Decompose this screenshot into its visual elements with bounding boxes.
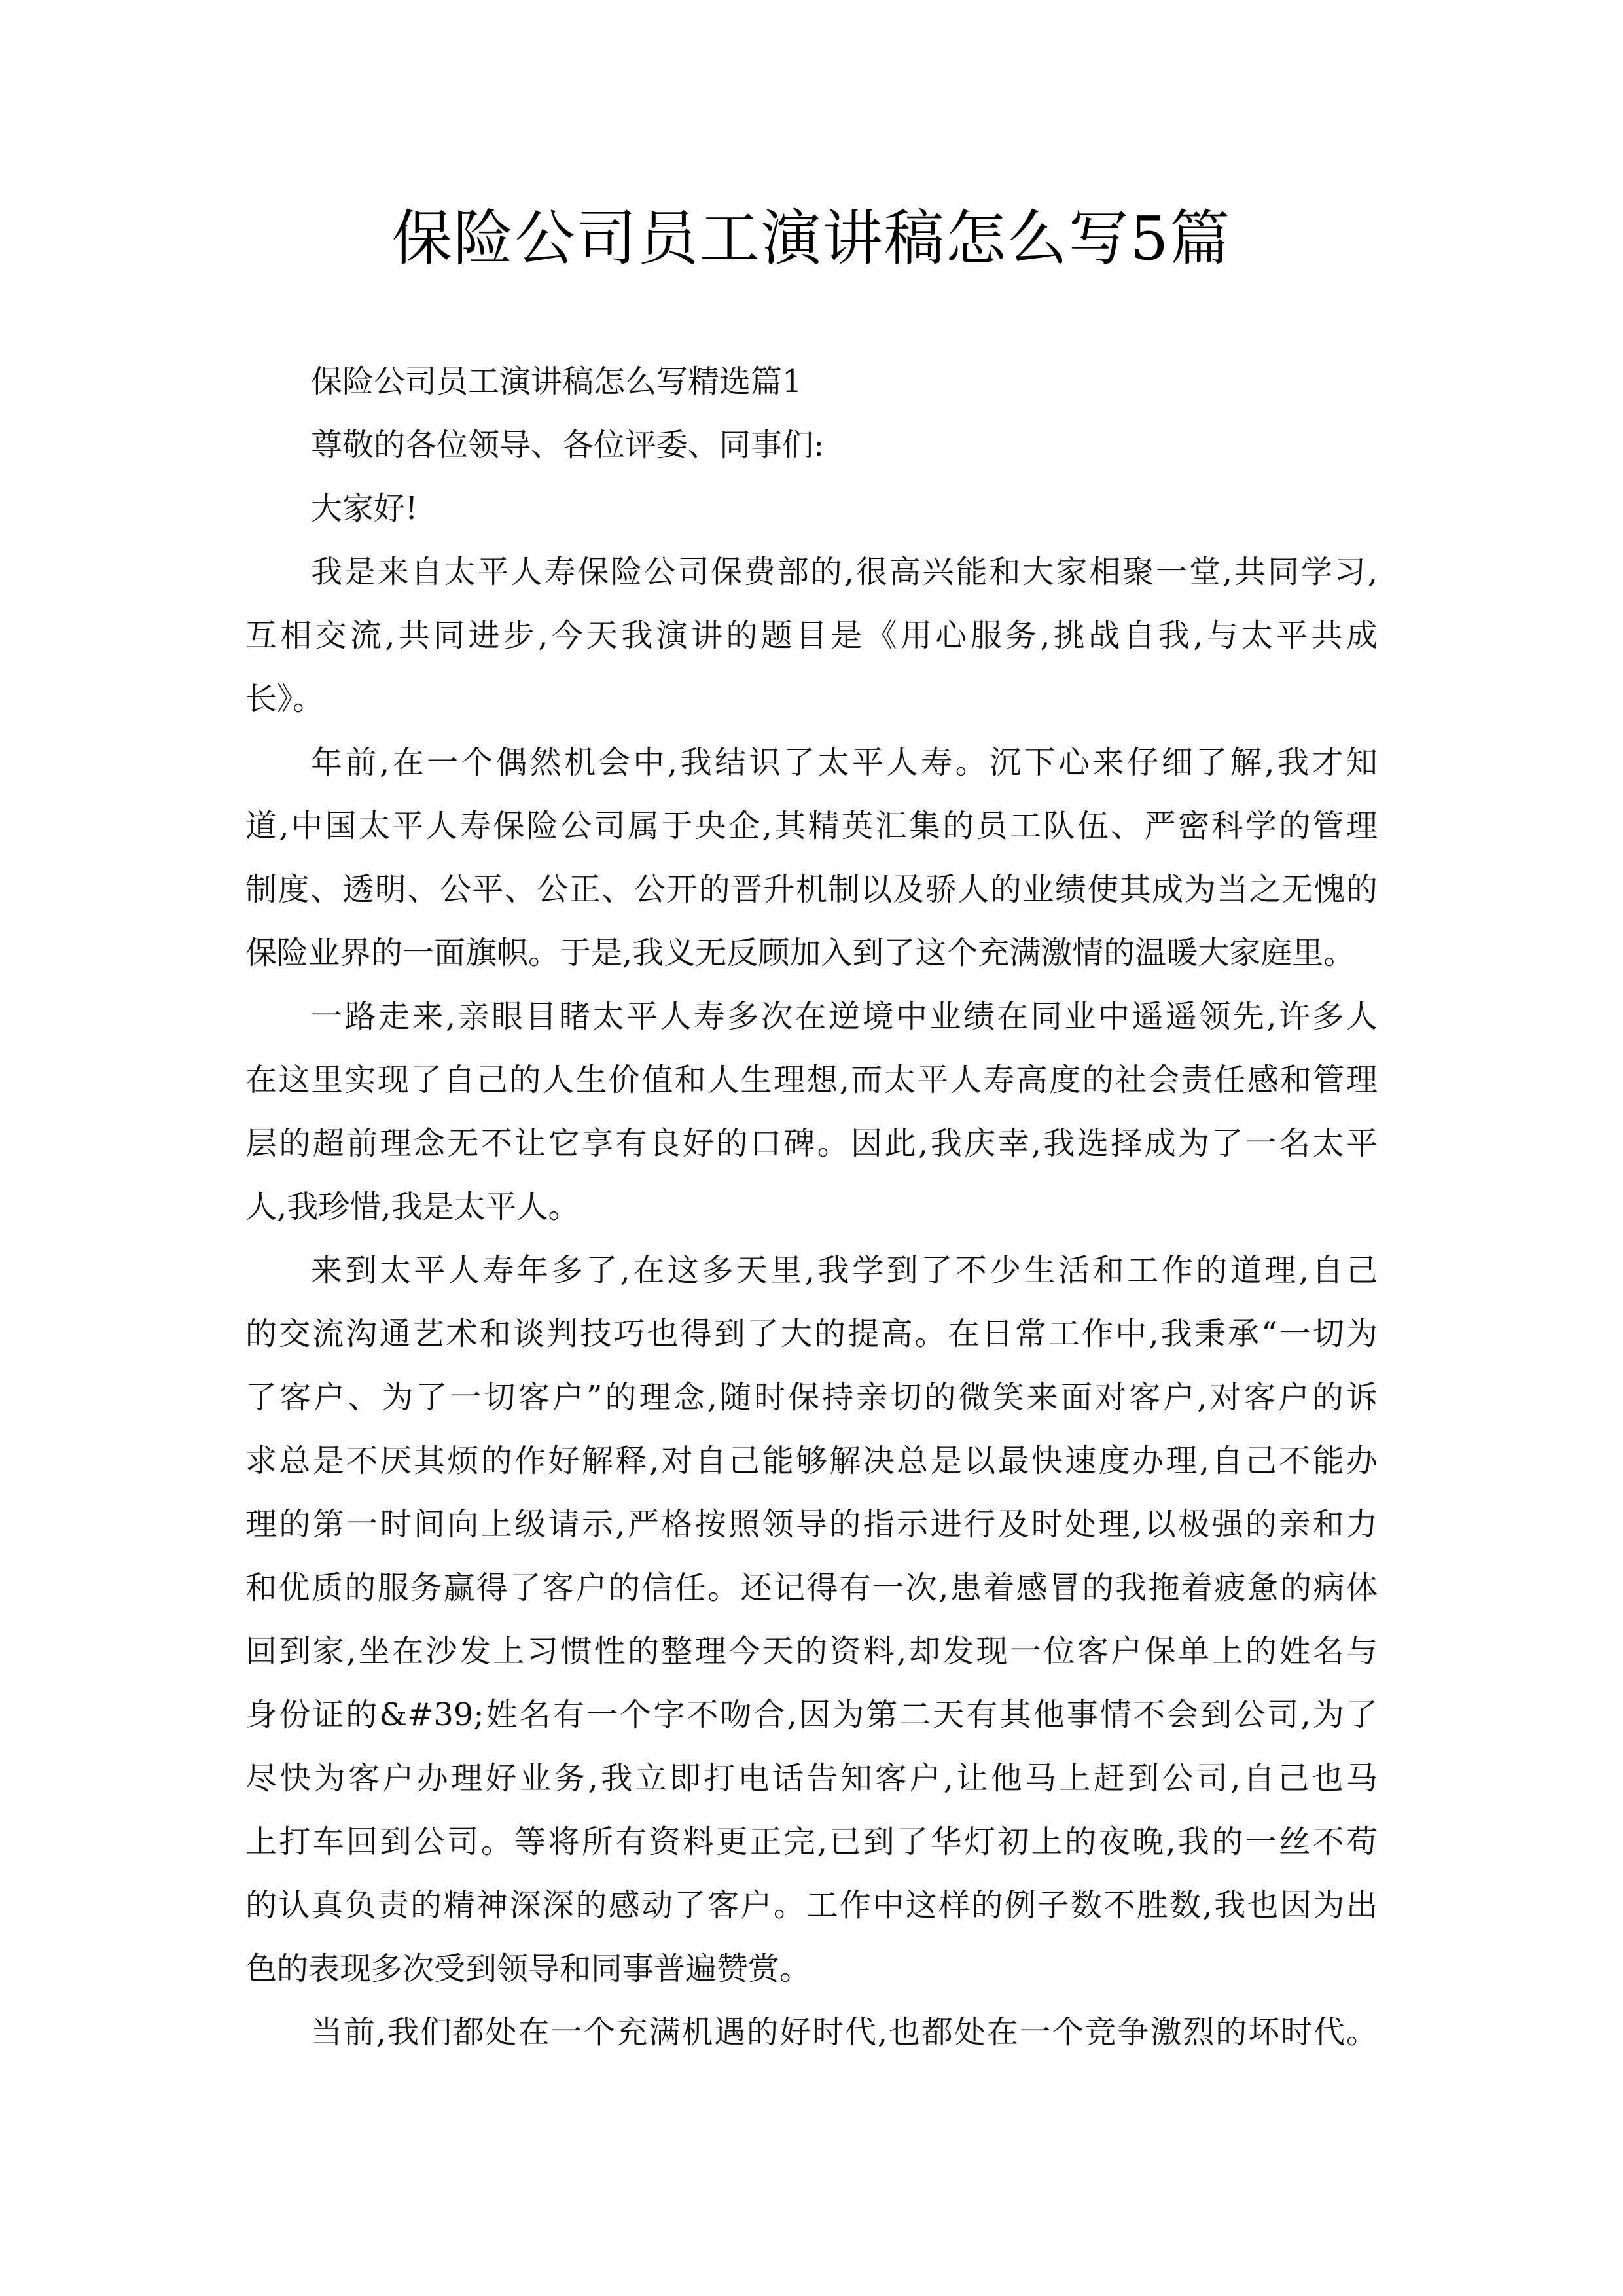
section-heading	[245, 350, 1378, 414]
text-line: 来到太平人寿年多了,在这多天里,我学到了不少生活和工作的道理,自己	[311, 1252, 1378, 1289]
text-line: 理的第一时间向上级请示,严格按照领导的指示进行及时处理,以极强的亲和力	[245, 1506, 1378, 1543]
text-line: 年前,在一个偶然机会中,我结识了太平人寿。沉下心来仔细了解,我才知	[311, 744, 1378, 781]
text-line: 人,我珍惜,我是太平人。	[245, 1189, 580, 1225]
text-line: 求总是不厌其烦的作好解释,对自己能够解决总是以最快速度办理,自己不能办	[245, 1443, 1378, 1479]
greeting	[245, 477, 1378, 541]
text-line: 在这里实现了自己的人生价值和人生理想,而太平人寿高度的社会责任感和管理	[245, 1062, 1378, 1098]
text-line: 和优质的服务赢得了客户的信任。还记得有一次,患着感冒的我拖着疲惫的病体	[245, 1570, 1378, 1606]
text-line: 互相交流,共同进步,今天我演讲的题目是《用心服务,挑战自我,与太平共成	[245, 617, 1378, 654]
text-line: 当前,我们都处在一个充满机遇的好时代,也都处在一个竞争激烈的坏时代。	[311, 2014, 1378, 2051]
text-line: 大家好!	[311, 490, 418, 527]
document-body	[245, 350, 1378, 2064]
paragraph-joining	[245, 731, 1378, 985]
text-line: 保险公司员工演讲稿怎么写精选篇1	[311, 363, 802, 400]
text-line: 色的表现多次受到领导和同事普遍赞赏。	[245, 1950, 812, 1987]
text-line: 一路走来,亲眼目睹太平人寿多次在逆境中业绩在同业中遥遥领先,许多人	[311, 998, 1378, 1035]
text-line: 道,中国太平人寿保险公司属于央企,其精英汇集的员工队伍、严密科学的管理	[245, 808, 1378, 844]
text-line: 尽快为客户办理好业务,我立即打电话告知客户,让他马上赶到公司,自己也马	[245, 1760, 1378, 1797]
text-line: 身份证的&#39;姓名有一个字不吻合,因为第二天有其他事情不会到公司,为了	[245, 1696, 1378, 1733]
text-line: 回到家,坐在沙发上习惯性的整理今天的资料,却发现一位客户保单上的姓名与	[245, 1633, 1378, 1670]
paragraph-current-era	[245, 2001, 1378, 2064]
text-line: 制度、透明、公平、公正、公开的晋升机制以及骄人的业绩使其成为当之无愧的	[245, 871, 1378, 908]
text-line: 层的超前理念无不让它享有良好的口碑。因此,我庆幸,我选择成为了一名太平	[245, 1125, 1378, 1162]
text-line: 上打车回到公司。等将所有资料更正完,已到了华灯初上的夜晚,我的一丝不苟	[245, 1823, 1378, 1860]
text-line: 了客户、为了一切客户”的理念,随时保持亲切的微笑来面对客户,对客户的诉	[245, 1379, 1378, 1416]
text-line: 长》。	[245, 681, 325, 717]
paragraph-experience	[245, 1239, 1378, 2001]
text-line: 尊敬的各位领导、各位评委、同事们:	[311, 427, 825, 463]
salutation	[245, 414, 1378, 477]
text-line: 保险业界的一面旗帜。于是,我义无反顾加入到了这个充满激情的温暖大家庭里。	[245, 935, 1355, 971]
paragraph-journey	[245, 985, 1378, 1239]
text-line: 的认真负责的精神深深的感动了客户。工作中这样的例子数不胜数,我也因为出	[245, 1887, 1378, 1924]
text-line: 我是来自太平人寿保险公司保费部的,很高兴能和大家相聚一堂,共同学习,	[311, 554, 1378, 590]
document-title: 保险公司员工演讲稿怎么写5篇	[391, 204, 1232, 274]
paragraph-introduction	[245, 541, 1378, 731]
text-line: 的交流沟通艺术和谈判技巧也得到了大的提高。在日常工作中,我秉承“一切为	[245, 1316, 1378, 1352]
